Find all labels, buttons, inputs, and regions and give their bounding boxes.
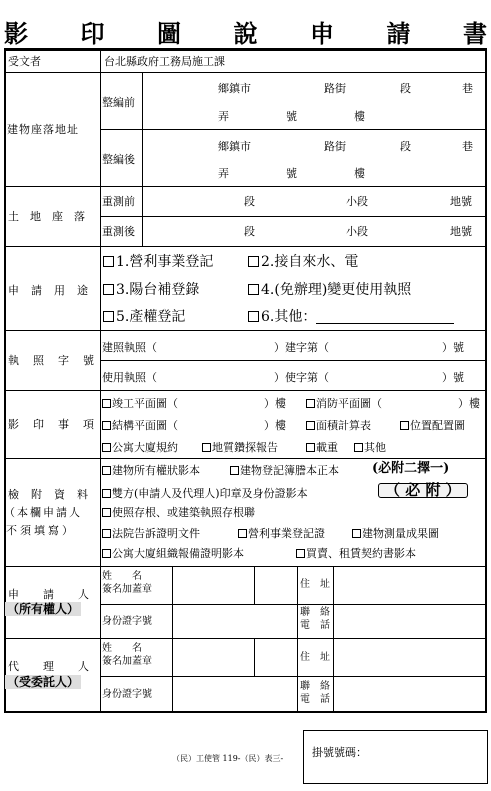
checkbox[interactable] — [306, 399, 315, 408]
copy-item-structure-plan[interactable]: 結構平面圖（ — [102, 419, 178, 432]
checkbox[interactable] — [230, 466, 239, 475]
purpose-item-2[interactable]: 2.接自來水、電 — [248, 256, 358, 269]
land-label: 土地座落 — [8, 210, 96, 223]
land-row-after-label: 重測後 — [102, 225, 135, 238]
checkbox[interactable] — [248, 284, 259, 295]
attach-label-2: （本欄申請人 — [4, 506, 82, 519]
copy-item-other[interactable]: 其他 — [354, 441, 386, 454]
agent-id-field[interactable] — [174, 678, 295, 711]
copy-item-geology-report[interactable]: 地質鑽探報告 — [202, 441, 278, 454]
checkbox[interactable] — [354, 443, 363, 452]
applicant-name-label: 姓 名 簽名加蓋章 — [102, 571, 152, 595]
checkbox[interactable] — [306, 443, 315, 452]
recipient-label: 受文者 — [8, 55, 41, 68]
attach-item-contract[interactable]: 買賣、租賃契約書影本 — [296, 547, 416, 560]
purpose-item-6[interactable]: 6.其他： — [248, 311, 454, 324]
location-before-label: 整編前 — [102, 96, 135, 109]
checkbox[interactable] — [102, 549, 111, 558]
required-one-of-two-note: (必附二擇一) — [372, 461, 450, 476]
applicant-tag: （所有權人） — [7, 602, 80, 616]
attach-item-license-stub[interactable]: 使照存根、或建築執照存根聯 — [102, 506, 255, 519]
registration-number-label: 掛號號碼： — [312, 746, 367, 759]
attach-row-3 — [102, 506, 255, 519]
title-char: 申 — [310, 19, 334, 48]
checkbox[interactable] — [306, 421, 315, 430]
copy-row-1: 竣工平面圖（ ）樓 消防平面圖（ ）樓 — [102, 397, 486, 410]
page-title — [4, 14, 487, 48]
attach-item-registry[interactable]: 建物登記簿謄本正本 — [230, 464, 339, 477]
applicant-addr-field[interactable] — [335, 568, 485, 602]
applicant-id-label: 身份證字號 — [102, 616, 152, 627]
attach-item-survey[interactable]: 建物測量成果圖 — [352, 527, 439, 540]
copy-item-site-plan[interactable]: 位置配置圖 — [400, 419, 465, 432]
applicant-name-field[interactable] — [174, 568, 252, 602]
agent-tag: （受委託人） — [7, 675, 80, 689]
applicant-id-field[interactable] — [174, 606, 295, 636]
attach-label-1: 檢附資料 — [8, 488, 100, 501]
agent-tel-label: 聯 絡 電 話 — [300, 681, 330, 705]
checkbox[interactable] — [248, 256, 259, 267]
copy-item-area-table[interactable]: 面積計算表 — [306, 419, 371, 432]
agent-addr-field[interactable] — [335, 640, 485, 674]
applicant-addr-label: 住 址 — [300, 579, 330, 590]
checkbox[interactable] — [102, 508, 111, 517]
attach-item-court[interactable]: 法院告訴證明文件 — [102, 527, 200, 540]
agent-name-label: 姓 名 簽名加蓋章 — [102, 643, 152, 667]
copy-row-2: 結構平面圖（ ）樓 面積計算表 位置配置圖 — [102, 419, 486, 432]
title-char: 請 — [386, 19, 411, 48]
checkbox[interactable] — [400, 421, 409, 430]
agent-id-label: 身份證字號 — [102, 689, 152, 700]
applicant-tel-field[interactable] — [335, 606, 485, 636]
license-row-build: 建照執照（ ）建字第（ ）號 — [102, 341, 464, 354]
title-char: 說 — [233, 19, 258, 48]
agent-seal-field[interactable] — [256, 640, 295, 674]
checkbox[interactable] — [102, 489, 111, 498]
checkbox[interactable] — [296, 549, 305, 558]
purpose-item-4[interactable]: 4.(免辦理)變更使用執照 — [248, 284, 411, 297]
attach-item-condo-org[interactable]: 公寓大廈組織報備證明影本 — [102, 547, 244, 560]
copy-item-load[interactable]: 載重 — [306, 441, 338, 454]
attach-row-1 — [102, 463, 486, 479]
purpose-item-1[interactable]: 1.營利事業登記 — [103, 256, 213, 269]
applicant-label: 申請人 — [8, 588, 113, 601]
checkbox[interactable] — [248, 311, 259, 322]
title-char: 印 — [80, 19, 105, 48]
applicant-tel-label: 聯 絡 電 話 — [300, 607, 330, 631]
agent-tel-field[interactable] — [335, 678, 485, 711]
attach-item-seal-id[interactable]: 雙方(申請人及代理人)印章及身份證影本 — [102, 487, 308, 500]
land-row-after: 段 小段 地號 — [244, 225, 472, 238]
attach-item-business-reg[interactable]: 營利事業登記證 — [238, 527, 325, 540]
agent-addr-label: 住 址 — [300, 652, 330, 663]
purpose-item-5[interactable]: 5.產權登記 — [103, 311, 185, 324]
copy-item-completion-plan[interactable]: 竣工平面圖（ — [102, 397, 178, 410]
license-label: 執照字號 — [8, 354, 108, 367]
title-char: 影 — [4, 19, 28, 48]
checkbox[interactable] — [103, 284, 114, 295]
purpose-item-3[interactable]: 3.陽台補登錄 — [103, 284, 199, 297]
checkbox[interactable] — [202, 443, 211, 452]
attach-row-5 — [102, 547, 486, 560]
land-row-before: 段 小段 地號 — [244, 195, 472, 208]
attach-item-ownership[interactable]: 建物所有權狀影本 — [102, 464, 200, 477]
checkbox[interactable] — [102, 466, 111, 475]
checkbox[interactable] — [352, 529, 361, 538]
attach-row-2 — [102, 481, 486, 502]
applicant-seal-field[interactable] — [256, 568, 295, 602]
copy-item-bylaws[interactable]: 公寓大廈規約 — [102, 441, 178, 454]
form-top-rule — [4, 48, 487, 51]
agent-name-field[interactable] — [174, 640, 252, 674]
copy-label: 影印事項 — [8, 418, 108, 431]
other-purpose-input[interactable] — [316, 311, 454, 324]
checkbox[interactable] — [102, 443, 111, 452]
checkbox[interactable] — [103, 311, 114, 322]
required-note: （ 必 附 ） — [378, 483, 468, 498]
attach-row-4 — [102, 527, 486, 540]
location-label: 建物座落地址 — [7, 123, 79, 136]
agent-label: 代理人 — [8, 660, 113, 673]
purpose-label: 申請用途 — [8, 284, 100, 297]
checkbox[interactable] — [102, 399, 111, 408]
land-row-before-label: 重測前 — [102, 195, 135, 208]
license-row-use: 使用執照（ ）使字第（ ）號 — [102, 371, 464, 384]
checkbox[interactable] — [103, 256, 114, 267]
attach-label-3: 不須填寫） — [6, 524, 76, 537]
location-after-label: 整編後 — [102, 153, 135, 166]
recipient-value: 台北縣政府工務局施工課 — [104, 55, 225, 68]
checkbox[interactable] — [102, 421, 111, 430]
title-char: 書 — [463, 19, 487, 48]
copy-row-3 — [102, 441, 486, 454]
checkbox[interactable] — [102, 529, 111, 538]
form-number: （民）工使管 119-（民）表三- — [172, 754, 284, 763]
copy-item-fire-plan[interactable]: 消防平面圖（ — [306, 397, 382, 410]
title-char: 圖 — [157, 19, 181, 48]
checkbox[interactable] — [238, 529, 247, 538]
